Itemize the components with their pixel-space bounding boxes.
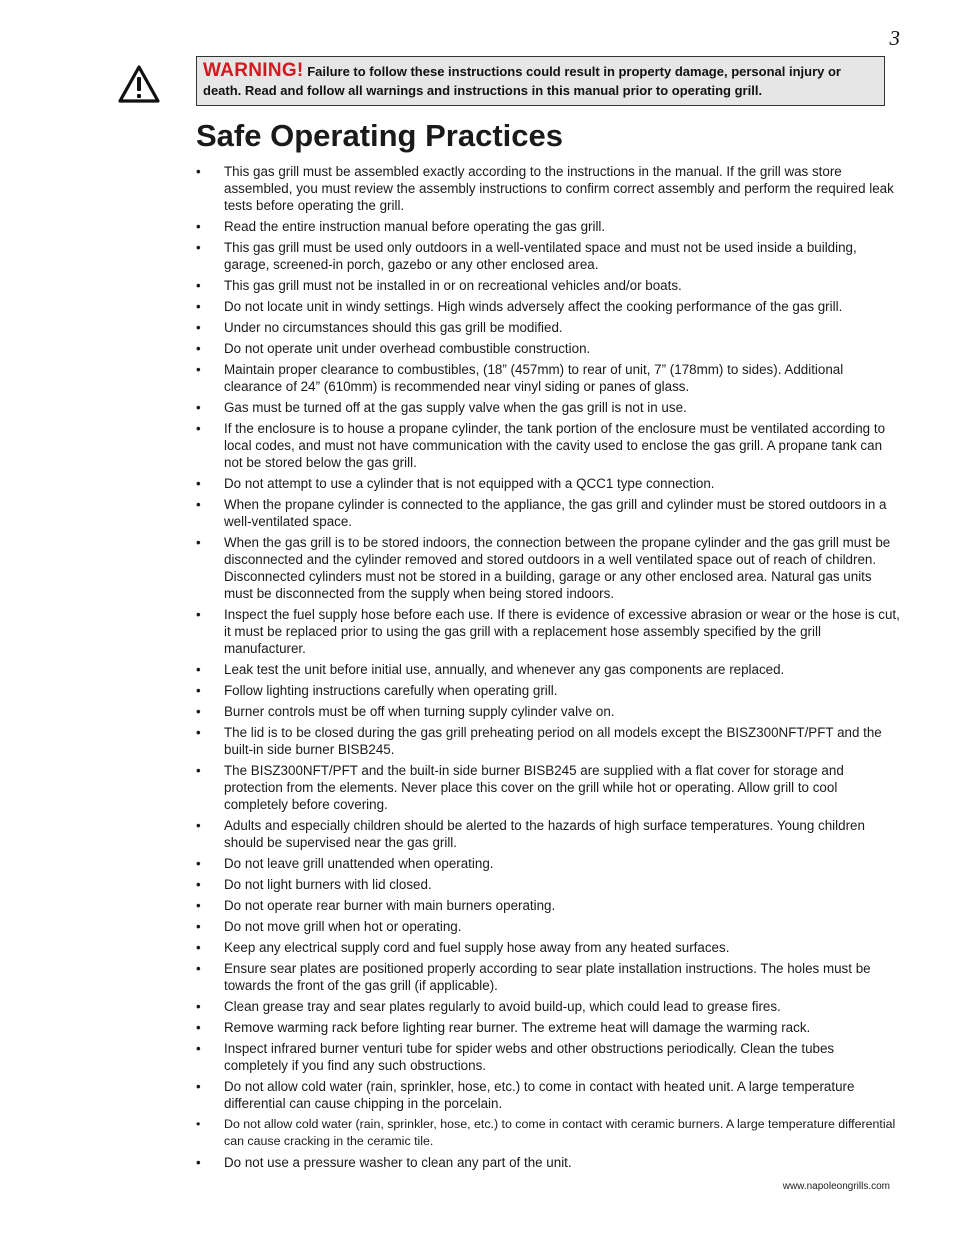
warning-triangle-icon <box>117 64 161 104</box>
list-item: • This gas grill must be assembled exactly according to the instructions in the manual. If the grill was store assembled, you must review the assembly instructions to confirm correct assembly and perform the required leak tests before operating the grill. <box>196 163 901 214</box>
warning-label: WARNING! <box>203 60 304 81</box>
list-item: • Do not move grill when hot or operating. <box>196 918 901 935</box>
list-item: • Read the entire instruction manual before operating the gas grill. <box>196 218 901 235</box>
section-title: Safe Operating Practices <box>196 118 563 153</box>
list-item: • Ensure sear plates are positioned properly according to sear plate installation instructions. The holes must be towards the front of the gas grill (if applicable). <box>196 960 901 994</box>
footer-url: www.napoleongrills.com <box>782 1181 890 1192</box>
list-item: • Do not allow cold water (rain, sprinkler, hose, etc.) to come in contact with heated unit. A large temperature differential can cause chipping in the porcelain. <box>196 1078 901 1112</box>
list-item: • The lid is to be closed during the gas grill preheating period on all models except the BISZ300NFT/PFT and the built-in side burner BISB245. <box>196 724 901 758</box>
warning-box <box>196 56 885 106</box>
list-item: • Do not operate unit under overhead combustible construction. <box>196 340 901 357</box>
list-item: • This gas grill must not be installed in or on recreational vehicles and/or boats. <box>196 277 901 294</box>
list-item: • Gas must be turned off at the gas supply valve when the gas grill is not in use. <box>196 399 901 416</box>
list-item: • This gas grill must be used only outdoors in a well-ventilated space and must not be used inside a building, garage, screened-in porch, gazebo or any other enclosed area. <box>196 239 901 273</box>
list-item: • Do not light burners with lid closed. <box>196 876 901 893</box>
list-item: • Do not leave grill unattended when operating. <box>196 855 901 872</box>
page-number: 3 <box>889 26 900 50</box>
list-item: • Follow lighting instructions carefully when operating grill. <box>196 682 901 699</box>
list-item: • Adults and especially children should be alerted to the hazards of high surface temperatures. Young children should be supervised near the gas grill. <box>196 817 901 851</box>
list-item: • Do not use a pressure washer to clean any part of the unit. <box>196 1154 901 1171</box>
list-item: • Remove warming rack before lighting rear burner. The extreme heat will damage the warming rack. <box>196 1019 901 1036</box>
list-item: • Burner controls must be off when turning supply cylinder valve on. <box>196 703 901 720</box>
list-item: • Maintain proper clearance to combustibles, (18” (457mm) to rear of unit, 7” (178mm) to sides). Additional clearance of 24” (610mm) is recommended near vinyl siding or panes of glass. <box>196 361 901 395</box>
list-item: • Do not allow cold water (rain, sprinkler, hose, etc.) to come in contact with ceramic burners. A large temperature differential can cause cracking in the ceramic tile. <box>196 1116 901 1150</box>
list-item: • If the enclosure is to house a propane cylinder, the tank portion of the enclosure must be ventilated according to local codes, and must not have communication with the cavity used to enclose the gas grill. A propane tank can not be stored below the gas grill. <box>196 420 901 471</box>
list-item: • The BISZ300NFT/PFT and the built-in side burner BISB245 are supplied with a flat cover for storage and protection from the elements. Never place this cover on the grill while hot or operating. Allow grill to cool completely before covering. <box>196 762 901 813</box>
list-item: • Do not locate unit in windy settings. High winds adversely affect the cooking performance of the gas grill. <box>196 298 901 315</box>
list-item: • Inspect infrared burner venturi tube for spider webs and other obstructions periodically. Clean the tubes completely if you find any such obstructions. <box>196 1040 901 1074</box>
list-item: • Inspect the fuel supply hose before each use. If there is evidence of excessive abrasion or wear or the hose is cut, it must be replaced prior to using the gas grill with a replacement hose assembly specified by the grill manufacturer. <box>196 606 901 657</box>
list-item: • When the gas grill is to be stored indoors, the connection between the propane cylinder and the gas grill must be disconnected and the cylinder removed and stored outdoors in a well ventilated space out of reach of children. Disconnected cylinders must not be stored in a building, garage or any other enclosed area. Natural gas units must be disconnected from the supply when being stored indoors. <box>196 534 901 602</box>
safety-practices-list <box>196 163 901 1175</box>
list-item: • Clean grease tray and sear plates regularly to avoid build-up, which could lead to grease fires. <box>196 998 901 1015</box>
warning-text: Failure to follow these instructions could result in property damage, personal injury or death. Read and follow all warnings and instructions in this manual prior to operating grill. <box>203 64 841 98</box>
list-item: • Keep any electrical supply cord and fuel supply hose away from any heated surfaces. <box>196 939 901 956</box>
list-item: • Do not operate rear burner with main burners operating. <box>196 897 901 914</box>
list-item: • Do not attempt to use a cylinder that is not equipped with a QCC1 type connection. <box>196 475 901 492</box>
list-item: • When the propane cylinder is connected to the appliance, the gas grill and cylinder must be stored outdoors in a well-ventilated space. <box>196 496 901 530</box>
list-item: • Leak test the unit before initial use, annually, and whenever any gas components are replaced. <box>196 661 901 678</box>
list-item: • Under no circumstances should this gas grill be modified. <box>196 319 901 336</box>
